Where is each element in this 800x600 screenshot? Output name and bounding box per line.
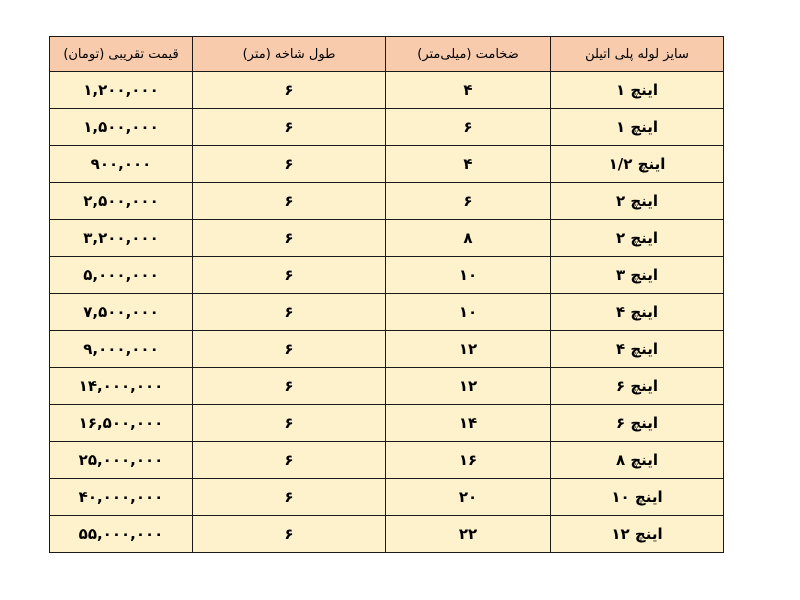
table-row	[50, 257, 724, 294]
cell-size: اینچ ۴	[551, 331, 724, 368]
cell-length: ۶	[193, 331, 386, 368]
header-size: سایز لوله پلی اتیلن	[551, 37, 724, 72]
cell-length: ۶	[193, 442, 386, 479]
cell-size: اینچ ۱۲	[551, 516, 724, 553]
cell-thickness: ۱۲	[386, 331, 551, 368]
header-thickness: ضخامت (میلی‌متر)	[386, 37, 551, 72]
cell-price: ۲,۵۰۰,۰۰۰	[50, 183, 193, 220]
cell-thickness: ۱۰	[386, 257, 551, 294]
cell-length: ۶	[193, 405, 386, 442]
cell-size: اینچ ۱	[551, 109, 724, 146]
cell-price: ۷,۵۰۰,۰۰۰	[50, 294, 193, 331]
cell-thickness: ۶	[386, 109, 551, 146]
table-row	[50, 72, 724, 109]
cell-length: ۶	[193, 146, 386, 183]
cell-price: ۹,۰۰۰,۰۰۰	[50, 331, 193, 368]
cell-size: اینچ ۱	[551, 72, 724, 109]
cell-thickness: ۱۶	[386, 442, 551, 479]
cell-price: ۵۵,۰۰۰,۰۰۰	[50, 516, 193, 553]
table-body	[50, 72, 724, 553]
table-row	[50, 442, 724, 479]
cell-thickness: ۲۰	[386, 479, 551, 516]
cell-thickness: ۱۲	[386, 368, 551, 405]
cell-price: ۴۰,۰۰۰,۰۰۰	[50, 479, 193, 516]
cell-length: ۶	[193, 479, 386, 516]
cell-size: اینچ ۶	[551, 405, 724, 442]
table-row	[50, 516, 724, 553]
pipe-price-table	[49, 36, 724, 553]
cell-thickness: ۱۰	[386, 294, 551, 331]
cell-price: ۹۰۰,۰۰۰	[50, 146, 193, 183]
table-row	[50, 405, 724, 442]
cell-price: ۳,۲۰۰,۰۰۰	[50, 220, 193, 257]
header-length: طول شاخه (متر)	[193, 37, 386, 72]
table-row	[50, 183, 724, 220]
cell-price: ۱,۵۰۰,۰۰۰	[50, 109, 193, 146]
cell-length: ۶	[193, 368, 386, 405]
cell-price: ۱۶,۵۰۰,۰۰۰	[50, 405, 193, 442]
cell-price: ۱,۲۰۰,۰۰۰	[50, 72, 193, 109]
cell-length: ۶	[193, 183, 386, 220]
cell-size: اینچ ۴	[551, 294, 724, 331]
cell-thickness: ۱۴	[386, 405, 551, 442]
cell-size: اینچ ۶	[551, 368, 724, 405]
cell-size: اینچ ۲	[551, 220, 724, 257]
cell-size: اینچ ۱۰	[551, 479, 724, 516]
table-header	[50, 37, 724, 72]
cell-price: ۵,۰۰۰,۰۰۰	[50, 257, 193, 294]
table-row	[50, 479, 724, 516]
cell-length: ۶	[193, 220, 386, 257]
cell-length: ۶	[193, 294, 386, 331]
cell-size: اینچ ۸	[551, 442, 724, 479]
table-row	[50, 368, 724, 405]
table-row	[50, 109, 724, 146]
cell-thickness: ۴	[386, 72, 551, 109]
header-row	[50, 37, 724, 72]
cell-size: اینچ ۲	[551, 183, 724, 220]
table-row	[50, 294, 724, 331]
cell-length: ۶	[193, 109, 386, 146]
cell-thickness: ۲۲	[386, 516, 551, 553]
cell-price: ۱۴,۰۰۰,۰۰۰	[50, 368, 193, 405]
table-row	[50, 220, 724, 257]
cell-length: ۶	[193, 516, 386, 553]
cell-price: ۲۵,۰۰۰,۰۰۰	[50, 442, 193, 479]
table-row	[50, 331, 724, 368]
header-price: قیمت تقریبی (تومان)	[50, 37, 193, 72]
cell-size: اینچ ۱/۲	[551, 146, 724, 183]
cell-thickness: ۶	[386, 183, 551, 220]
cell-length: ۶	[193, 72, 386, 109]
cell-thickness: ۸	[386, 220, 551, 257]
cell-length: ۶	[193, 257, 386, 294]
cell-thickness: ۴	[386, 146, 551, 183]
table-row	[50, 146, 724, 183]
cell-size: اینچ ۳	[551, 257, 724, 294]
